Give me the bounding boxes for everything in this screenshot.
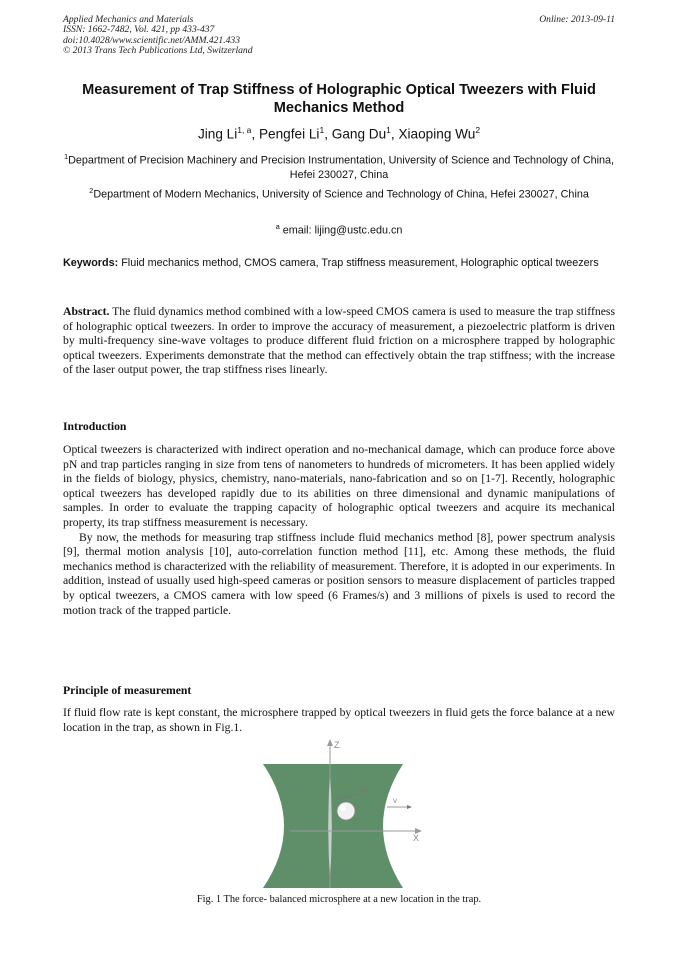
introduction-paragraph-2: By now, the methods for measuring trap stiffness include fluid mechanics method [8], power spectrum analysis [9], thermal motion analysis [10], auto-correlation function method [11], etc. Among these methods, the fluid mechanics method is characterized with the reliability of measurement. Therefore, it is adopted in our experiments. In addition, instead of usually used high-speed cameras or position sensors to measure displacement of particles trapped by optical tweezers, a CMOS camera with low speed (6 Frames/s) and 3 millions of pixels is used to record the motion track of the trapped particle. [63, 530, 615, 617]
velocity-label: V [393, 799, 398, 805]
online-date: Online: 2013-09-11 [539, 14, 615, 25]
email-text: email: lijing@ustc.edu.cn [282, 224, 403, 237]
author-name: Pengfei Li [258, 126, 320, 142]
journal-header [63, 15, 615, 57]
figure-trap-diagram [255, 738, 430, 888]
affiliation-2 [63, 184, 615, 202]
author-name: Jing Li [197, 126, 238, 142]
email-line [63, 220, 615, 238]
laser-beam-hourglass [263, 764, 330, 888]
affiliation-text: Department of Precision Machinery and Precision Instrumentation, University of Science and Technology of China, Hefei 230027, China [68, 154, 615, 182]
introduction-body [63, 443, 615, 618]
affiliation-text: Department of Modern Mechanics, University of Science and Technology of China, Hefei 230027, China [93, 188, 589, 201]
issn-line: ISSN: 1662-7482, Vol. 421, pp 433-437 [63, 24, 215, 36]
author-affiliation-mark: 2 [475, 125, 481, 135]
author-affiliation-mark: 1 [319, 125, 325, 135]
introduction-paragraph-1: Optical tweezers is characterized with indirect operation and no-mechanical damage, which can produce force above pN and trap particles ranging in size from tens of nanometers to hundreds of micrometers. It has been applied widely in the fields of biology, physics, chemistry, nano-materials, nano-fabrication and so on [1-7]. Recently, holographic optical tweezers has developed rapidly due to its abilities on three dimensional and dynamic manipulations of samples. In order to evaluate the trapping capacity of holographic optical tweezers and acquire its mechanical property, its trap stiffness measurement is necessary. [63, 443, 615, 529]
figure-caption: Fig. 1 The force- balanced microsphere at a new location in the trap. [196, 894, 482, 905]
abstract [63, 305, 615, 378]
abstract-text: The fluid dynamics method combined with a low-speed CMOS camera is used to measure the trap stiffness of holographic optical tweezers. In order to improve the accuracy of measurement, a piezoelectric platform is driven by multi-frequency sine-wave voltages to produce different fluid friction on a microsphere trapped by holographic optical tweezers. Experiments demonstrate that the method can effectively obtain the trap stiffness; with the increase of the laser output power, the trap stiffness rises linearly. [63, 305, 615, 377]
email-mark: a [275, 222, 280, 231]
x-axis-label: X [413, 833, 420, 843]
displacement-label: Δx [360, 787, 368, 793]
abstract-label: Abstract. [63, 305, 110, 318]
author-list: Jing Li$^{1, a}$, Pengfei Li$^1$, Gang Du$^1$, Xiaoping Wu$^2$ [197, 125, 481, 142]
author-affiliation-mark: 1 [386, 125, 391, 135]
author-name: Gang Du [331, 126, 387, 142]
keywords-text: Fluid mechanics method, CMOS camera, Trap stiffness measurement, Holographic optical tweezers [121, 257, 599, 269]
microsphere [337, 802, 355, 820]
author-affiliation-mark: 1, a [237, 125, 252, 135]
principle-heading: Principle of measurement [63, 684, 192, 697]
principle-paragraph-1: If fluid flow rate is kept constant, the microsphere trapped by optical tweezers in fluid gets the force balance at a new location in the trap, as shown in Fig.1. [63, 706, 615, 734]
doi-line: doi:10.4028/www.scientific.net/AMM.421.433 [63, 34, 241, 46]
introduction-heading: Introduction [63, 420, 127, 433]
keywords [63, 256, 615, 271]
laser-beam-right-half [330, 764, 403, 888]
affiliation-mark: 2 [89, 186, 94, 195]
z-axis-label: Z [334, 740, 340, 750]
paper-title: Measurement of Trap Stiffness of Holographic Optical Tweezers with Fluid Mechanics Method [82, 82, 596, 116]
z-axis-arrow [327, 739, 333, 746]
journal-name: Applied Mechanics and Materials [63, 14, 194, 25]
affiliation-mark: 1 [63, 152, 69, 161]
author-name: Xiaoping Wu [398, 126, 476, 142]
copyright-line: © 2013 Trans Tech Publications Ltd, Switzerland [63, 45, 253, 57]
affiliation-1 [63, 150, 615, 183]
keywords-label: Keywords: [63, 257, 119, 269]
